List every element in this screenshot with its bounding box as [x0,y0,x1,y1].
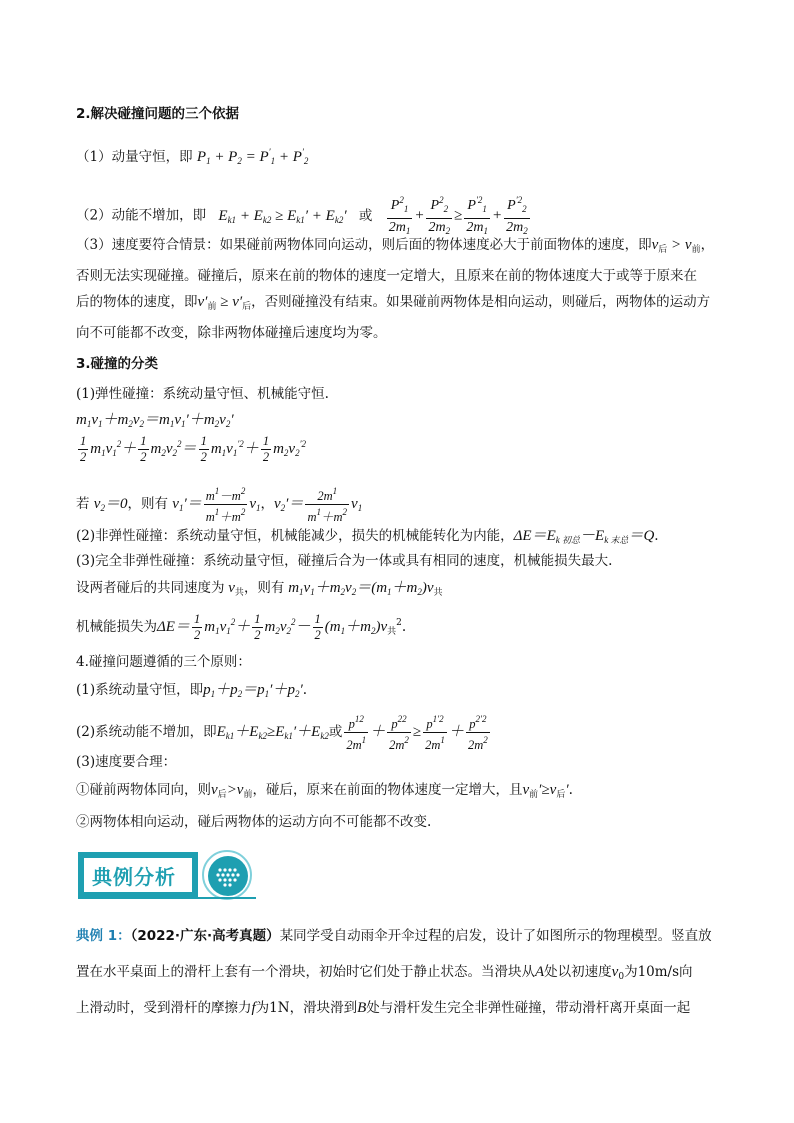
section-heading-2: 2.解决碰撞问题的三个依据 [76,106,240,122]
example-analysis-banner [78,852,256,898]
principle-3b: ②两物体相向运动，碰后两物体的运动方向不可能都不改变. [76,814,432,830]
principle-2: (2)系统动能不增加，即$E_{k1}+E_{k2}\ge E_{k1}'+E_{k2}$或 $\frac{p^{12}}{2m^1}$ ＋ $\frac{p^{22}}{2m^2}$ ≥ $\frac{p^{1'2}}{2m^1}$ ＋ $\frac{p^{2'2}}{2m^2}$ [76,714,488,752]
fraction-p1-sq: $\frac{P^2_1}{2m_1}$ [387,192,413,240]
inelastic-collision-line: (2)非弹性碰撞：系统动量守恒，机械能减少，损失的机械能转化为内能，$\Delta E=E_{k 初总}-E_{k 末总}=Q$. [76,528,659,545]
momentum-conservation-line: （1）动量守恒，即 $P_1 + P_2 = P'_1 + P'_2$ [76,147,309,166]
velocity-requirement-paragraph: （3）速度要符合情景：如果碰前两物体同向运动，则后面的物体速度必大于前面物体的速度，即$v_后 > v_前$， 否则无法实现碰撞。碰撞后，原来在前的物体的速度一定增大，且原来在前的物体速度大于或等于原来在 后的物体的速度，即$v'_前 \ge v'_后$，否则碰撞没有结束。如果碰前两物体是相向运动，则碰后，两物体的运动方 向不可能都不改变，除非两物体碰撞后速度均为零。 [76,237,715,341]
formula-momentum: $P_1 + P_2 = P'_1 + P'_2$ [196,147,309,166]
elastic-energy-formula: $\frac{1}{2}$ $m_1v_1^2+$ $\frac{1}{2}$ $m_2v_2^2=$ $\frac{1}{2}$ $m_1v_1^{'2}+$ $\frac{1}{2}$ $m_2v_2^{'2}$ [80,434,307,465]
dot-grid-icon [208,856,248,896]
banner-underline [78,897,256,899]
section-heading-4: 4.碰撞问题遵循的三个原则： [76,654,251,670]
example-1-line3: 上滑动时，受到滑杆的摩擦力f为1N，滑块滑到B处与滑杆发生完全非弹性碰撞，带动滑杆离开桌面一起 [76,1000,691,1016]
example-1-line2: 置在水平桌面上的滑杆上套有一个滑块，初始时它们处于静止状态。当滑块从A处以初速度$v_0$为10m/s向 [76,964,693,982]
example-1-line1: 典例 1：（2022·广东·高考真题）某同学受自动雨伞开伞过程的启发，设计了如图所示的物理模型。竖直放 [76,928,712,944]
principle-3: (3)速度要合理： [76,754,177,770]
elastic-special-case: 若 $v_2=0$，则有 $v_1'=$ $\frac{m^1-m^2}{m^1+m^2}$ $v_1$，$v_2'=$ $\frac{2m^1}{m^1+m^2}$ $v_1$ [76,486,363,524]
principle-1: (1)系统动量守恒，即$p_1+p_2=p_1'+p_2'$. [76,682,308,699]
elastic-momentum-formula: $m_1v_1+m_2v_2=m_1v_1'+m_2v_2'$ [76,412,234,429]
kinetic-energy-line: （2）动能不增加，即 $E_{k1} + E_{k2} \ge E_{k1}' + E_{k2}'$ 或 $\frac{P^2_1}{2m_1}$ + $\frac{P^2_2}{2m_2}$ ≥ $\frac{P^{'2}_1}{2m_1}$ + $\frac{P^{'2}_2}{2m_2}$ [76,192,532,240]
principle-3a: ①碰前两物体同向，则$v_后>v_前$，碰后，原来在前面的物体速度一定增大，且$v_前'\ge v_后'$. [76,782,573,800]
elastic-collision-line: (1)弹性碰撞：系统动量守恒、机械能守恒. [76,386,329,402]
common-velocity-line: 设两者碰后的共同速度为 $v_共$，则有 $m_1v_1+m_2v_2=(m_1+m_2)v_共$ [76,580,443,598]
energy-loss-line: 机械能损失为ΔE＝ $\frac{1}{2}$ $m_1v_1^2+$ $\frac{1}{2}$ $m_2v_2^2-$ $\frac{1}{2}$ $(m_1+m_2)v_共^2$. [76,612,407,643]
perfectly-inelastic-line: (3)完全非弹性碰撞：系统动量守恒，碰撞后合为一体或具有相同的速度，机械能损失最大. [76,553,613,569]
formula-energy: $E_{k1} + E_{k2} \ge E_{k1}' + E_{k2}'$ [218,207,347,225]
section-heading-3: 3.碰撞的分类 [76,356,159,372]
banner-title: 典例分析 [92,865,176,889]
